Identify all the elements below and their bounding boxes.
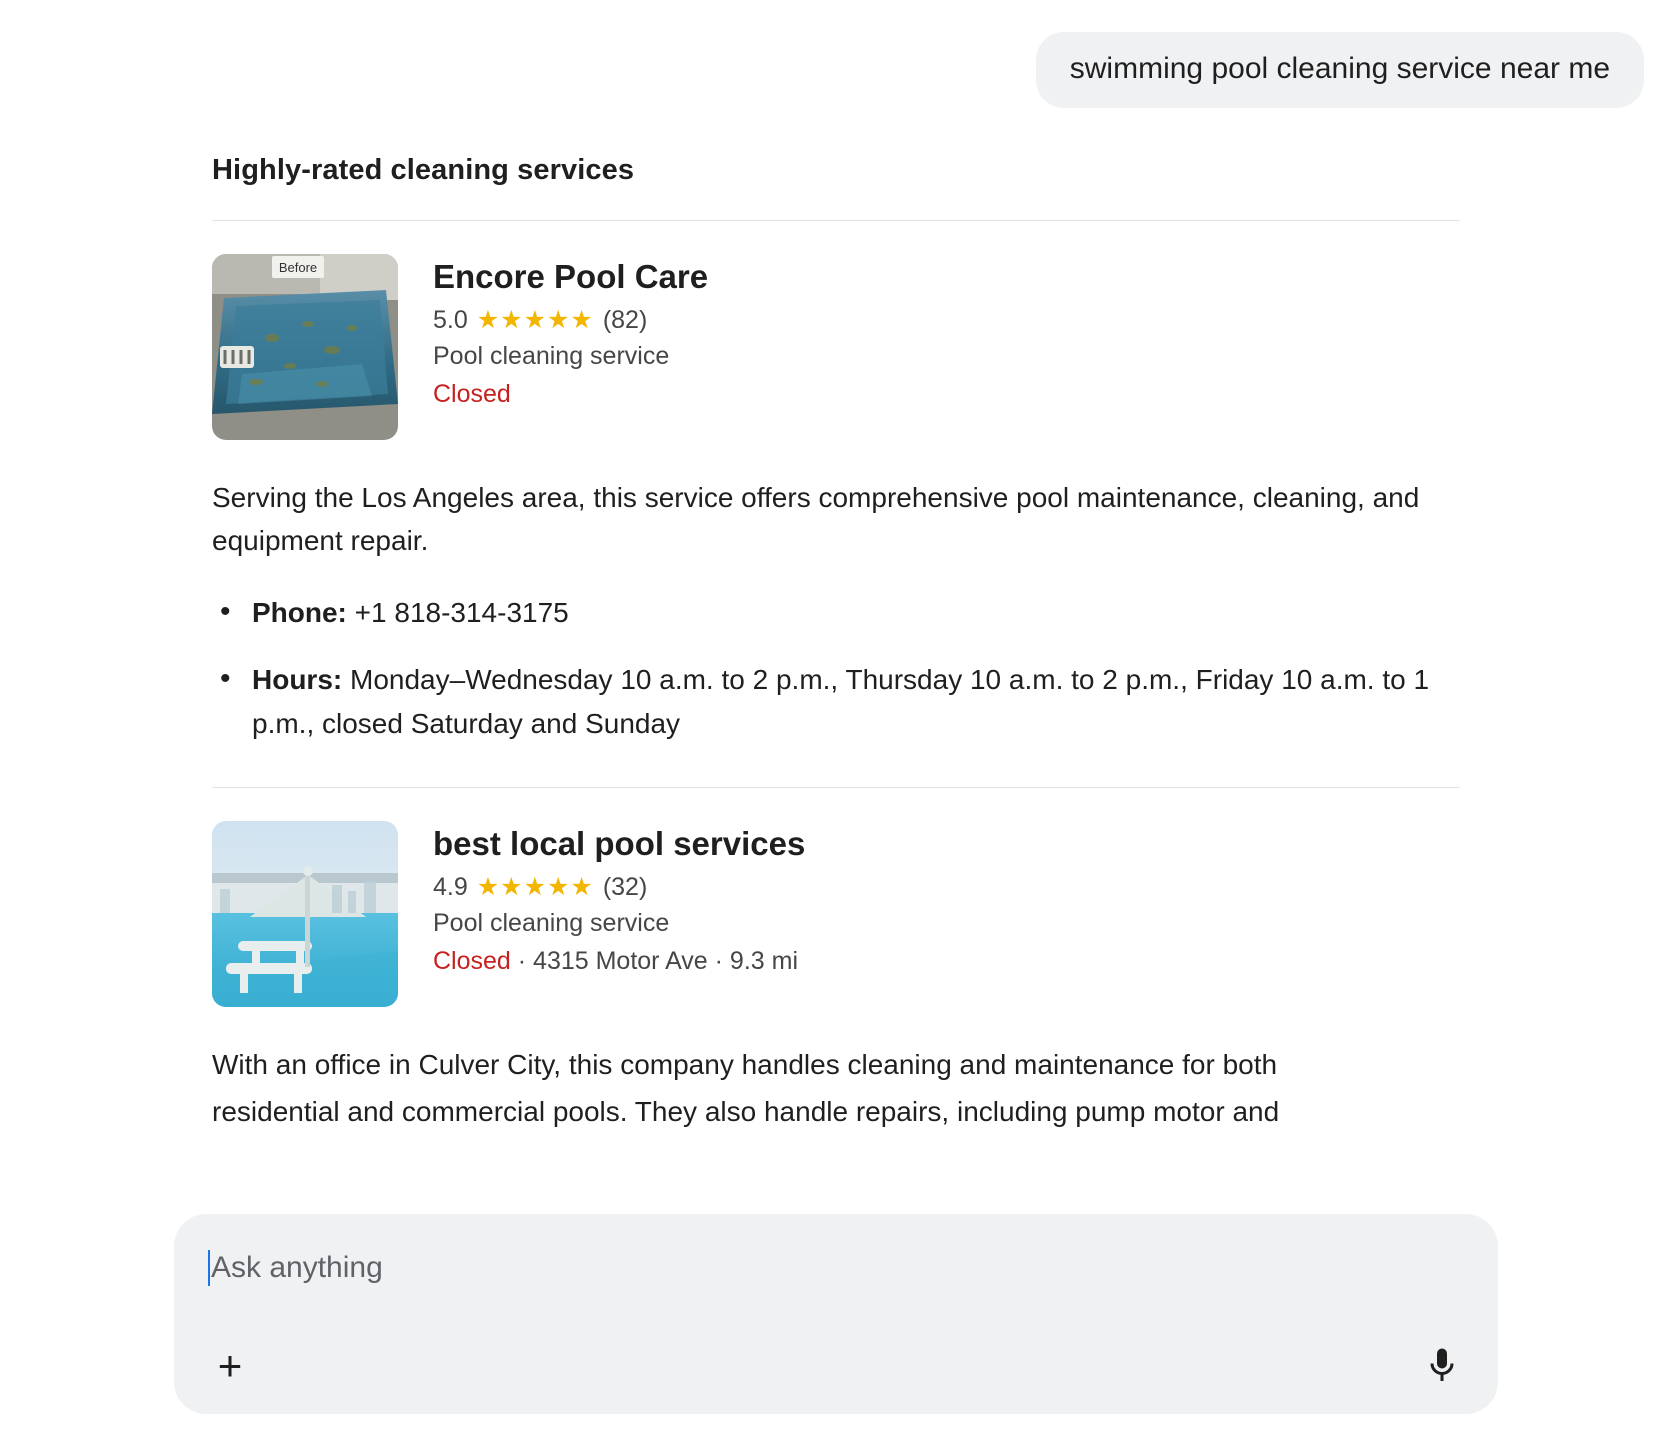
business-description: Serving the Los Angeles area, this service offers comprehensive pool maintenance, cleaning, and equipment repair. (212, 482, 1420, 557)
detail-hours (252, 658, 1440, 745)
star-icons: ★★★★★ (476, 873, 594, 902)
status-meta: · 4315 Motor Ave · 9.3 mi (510, 947, 798, 976)
star-icons: ★★★★★ (476, 306, 594, 335)
text-caret (208, 1250, 210, 1286)
review-count: (32) (602, 873, 648, 902)
business-thumbnail[interactable] (212, 821, 398, 1007)
business-name[interactable]: best local pool services (433, 824, 806, 862)
business-category: Pool cleaning service (433, 909, 670, 938)
detail-phone-value[interactable]: +1 818-314-3175 (354, 596, 569, 628)
divider (212, 220, 1460, 221)
detail-phone (252, 591, 1440, 634)
user-query-bubble: swimming pool cleaning service near me (1036, 32, 1644, 108)
svg-text:Before: Before (278, 260, 318, 275)
status-badge: Closed (433, 380, 511, 409)
business-description: With an office in Culver City, this company handles cleaning and maintenance for both (212, 1048, 1278, 1080)
composer-placeholder[interactable]: Ask anything (211, 1251, 383, 1284)
composer-input-row[interactable] (208, 1250, 1464, 1286)
business-card-best-local-pool-services[interactable] (212, 821, 1672, 1007)
business-name[interactable]: Encore Pool Care (433, 258, 709, 295)
divider-2 (212, 787, 1460, 788)
business-thumbnail[interactable] (212, 254, 398, 440)
business-status (433, 380, 708, 409)
business-info (433, 254, 708, 409)
business-status (433, 947, 805, 976)
composer-container (0, 1214, 1672, 1454)
business-rating (433, 308, 708, 333)
detail-hours-value: Monday–Wednesday 10 a.m. to 2 p.m., Thursday 10 a.m. to 2 p.m., Friday 10 a.m. to 1 p.m., closed Saturday and Sunday (252, 664, 1430, 739)
business-rating (433, 875, 805, 900)
business-card-encore-pool-care[interactable] (212, 254, 1672, 440)
composer[interactable] (174, 1214, 1498, 1414)
add-attachment-icon[interactable]: + (217, 1342, 243, 1389)
business-info (433, 821, 805, 976)
business-description-cut: residential and commercial pools. They also handle repairs, including pump motor and (212, 1096, 1280, 1128)
microphone-icon[interactable] (1420, 1344, 1464, 1388)
business-category: Pool cleaning service (433, 342, 670, 371)
rating-value: 4.9 (433, 873, 468, 902)
status-badge: Closed (433, 947, 511, 976)
composer-actions (208, 1344, 1464, 1388)
rating-value: 5.0 (433, 306, 468, 335)
business-details-list (212, 591, 1440, 745)
review-count: (82) (602, 306, 648, 335)
detail-phone-label: Phone: (252, 596, 347, 628)
user-message-row (0, 0, 1672, 108)
detail-hours-label: Hours: (252, 664, 343, 696)
section-heading: Highly-rated cleaning services (212, 154, 635, 186)
